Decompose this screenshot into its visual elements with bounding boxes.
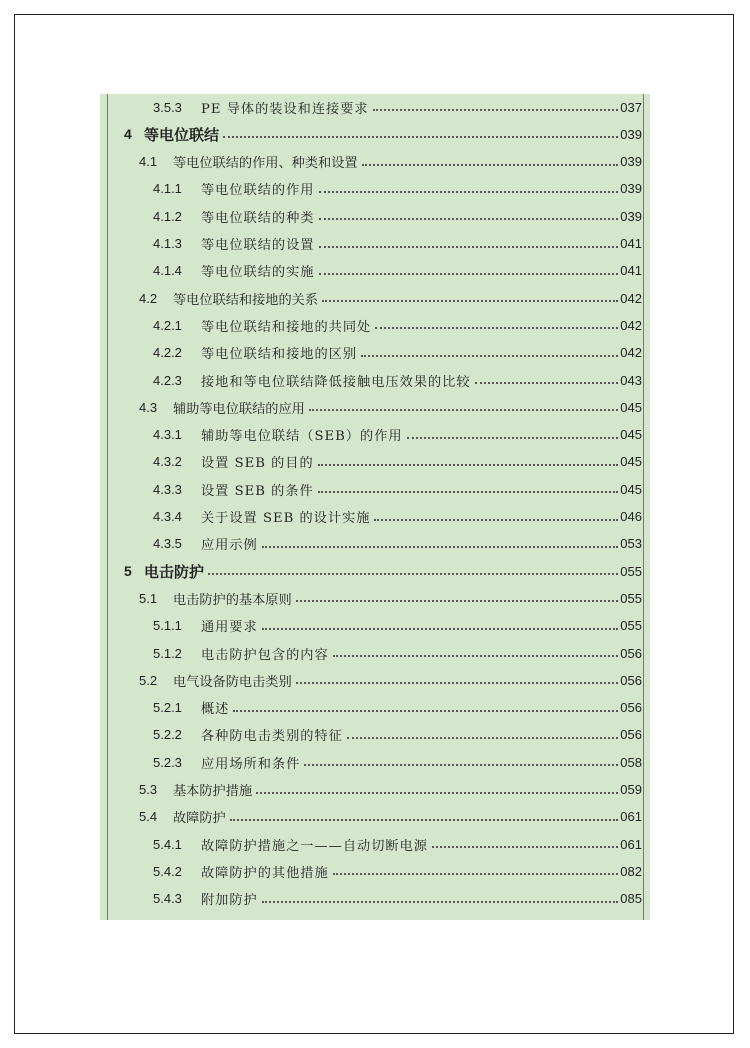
toc-leader-dots — [432, 846, 618, 848]
toc-entry[interactable] — [108, 260, 642, 282]
toc-entry-page: 039 — [620, 126, 642, 142]
toc-entry-title: 故障防护的其他措施 — [201, 865, 329, 881]
toc-entry-title: 故障防护措施之一——自动切断电源 — [201, 838, 428, 854]
toc-entry[interactable] — [108, 642, 642, 664]
toc-entry-title: 等电位联结 — [144, 125, 220, 144]
toc-entry-title: PE 导体的装设和连接要求 — [201, 101, 369, 117]
toc-entry[interactable] — [108, 123, 642, 145]
toc-leader-dots — [208, 573, 618, 575]
toc-entry-page: 042 — [620, 290, 642, 306]
toc-leader-dots — [322, 300, 618, 302]
toc-entry[interactable] — [108, 96, 642, 118]
toc-entry-page: 045 — [620, 427, 642, 443]
toc-leader-dots — [373, 109, 619, 111]
toc-entry-title: 基本防护措施 — [173, 784, 253, 799]
toc-entry-title: 等电位联结的作用、种类和设置 — [173, 156, 358, 172]
toc-entry[interactable] — [108, 178, 642, 200]
toc-leader-dots — [230, 819, 619, 821]
toc-entry[interactable] — [108, 587, 642, 609]
toc-entry-page: 056 — [620, 672, 642, 688]
toc-leader-dots — [318, 464, 619, 466]
toc-entry-number: 4.1.3 — [153, 236, 182, 251]
toc-entry-page: 061 — [620, 809, 642, 825]
toc-entry-title: 应用示例 — [201, 538, 258, 554]
toc-leader-dots — [233, 710, 618, 712]
toc-entry-page: 045 — [620, 399, 642, 415]
toc-leader-dots — [319, 246, 619, 248]
toc-entry-number: 4.1.2 — [153, 208, 182, 224]
toc-entry-page: 042 — [620, 345, 642, 361]
toc-entry-number: 4.1.4 — [153, 263, 182, 279]
toc-entry-title: 电击防护 — [144, 562, 205, 581]
toc-entry-page: 043 — [620, 372, 642, 388]
toc-leader-dots — [296, 600, 619, 602]
toc-entry[interactable] — [108, 888, 642, 910]
toc-entry-title: 关于设置 SEB 的设计实施 — [201, 511, 371, 526]
toc-entry-title: 等电位联结的设置 — [201, 238, 315, 253]
toc-entry-title: 各种防电击类别的特征 — [201, 729, 343, 745]
toc-entry-page: 039 — [620, 181, 642, 197]
toc-entry[interactable] — [108, 506, 642, 528]
toc-leader-dots — [318, 491, 619, 493]
toc-entry-number: 4.1.1 — [153, 181, 182, 197]
toc-entry-number: 3.5.3 — [153, 99, 182, 115]
toc-entry-page: 085 — [620, 891, 642, 907]
toc-entry[interactable] — [108, 342, 642, 364]
toc-entry-title: 通用要求 — [201, 620, 258, 636]
toc-leader-dots — [256, 792, 618, 794]
toc-entry-title: 电击防护包含的内容 — [201, 647, 329, 663]
toc-entry-title: 设置 SEB 的目的 — [201, 456, 314, 472]
toc-entry-number: 5.1.1 — [153, 618, 182, 634]
toc-entry-title: 应用场所和条件 — [201, 756, 301, 772]
toc-entry-number: 5.1.2 — [153, 645, 182, 661]
toc-entry-page: 056 — [620, 700, 642, 716]
toc-entry[interactable] — [108, 833, 642, 855]
right-rule — [643, 94, 644, 920]
toc-entry-page: 039 — [620, 154, 642, 170]
toc-leader-dots — [319, 191, 619, 193]
toc-entry[interactable] — [108, 424, 642, 446]
toc-leader-dots — [319, 218, 619, 220]
toc-entry-number: 4.3.1 — [153, 427, 182, 443]
toc-entry[interactable] — [108, 396, 642, 418]
toc-entry-page: 041 — [620, 236, 642, 251]
toc-entry-title: 概述 — [201, 702, 230, 718]
toc-entry[interactable] — [108, 314, 642, 336]
toc-entry[interactable] — [108, 779, 642, 801]
toc-entry[interactable] — [108, 233, 642, 255]
toc-entry[interactable] — [108, 287, 642, 309]
toc-leader-dots — [475, 382, 619, 384]
toc-entry-title: 故障防护 — [173, 811, 226, 827]
toc-leader-dots — [262, 628, 619, 630]
toc-entry-number: 4.3.4 — [153, 509, 182, 524]
toc-entry-page: 055 — [620, 563, 642, 579]
toc-entry[interactable] — [108, 615, 642, 637]
toc-leader-dots — [361, 355, 618, 357]
toc-leader-dots — [333, 655, 619, 657]
toc-leader-dots — [296, 682, 619, 684]
toc-entry-number: 5.1 — [139, 590, 158, 606]
toc-entry-number: 5.4.1 — [153, 836, 182, 852]
toc-entry-number: 5.4 — [139, 809, 158, 825]
toc-entry-page: 056 — [620, 645, 642, 661]
toc-leader-dots — [262, 546, 619, 548]
toc-entry[interactable] — [108, 205, 642, 227]
toc-entry-number: 4.1 — [139, 154, 158, 170]
toc-entry[interactable] — [108, 860, 642, 882]
toc-entry-number: 4.3.3 — [153, 481, 182, 497]
toc-entry[interactable] — [108, 478, 642, 500]
toc-entry-title: 接地和等电位联结降低接触电压效果的比较 — [201, 374, 471, 390]
toc-entry-title: 等电位联结和接地的区别 — [201, 347, 358, 363]
toc-entry-title: 电气设备防电击类别 — [173, 674, 292, 690]
toc-entry-number: 4.2.3 — [153, 372, 182, 388]
toc-entry-title: 等电位联结和接地的共同处 — [201, 319, 372, 335]
toc-entry-title: 电击防护的基本原则 — [173, 592, 292, 608]
toc-entry-title: 设置 SEB 的条件 — [201, 483, 314, 499]
toc-entry-number: 4.3.5 — [153, 536, 182, 552]
toc-leader-dots — [309, 409, 618, 411]
toc-leader-dots — [374, 519, 618, 521]
toc-entry-page: 039 — [620, 208, 642, 224]
toc-entry-page: 061 — [620, 836, 642, 852]
toc-entry-number: 5.2.2 — [153, 727, 182, 743]
toc-entry-page: 055 — [620, 618, 642, 634]
toc-entry-number: 5.2 — [139, 672, 158, 688]
toc-entry-page: 055 — [620, 590, 642, 606]
toc-entry-page: 042 — [620, 317, 642, 333]
toc-entry-page: 037 — [620, 99, 642, 115]
toc-entry[interactable] — [108, 560, 642, 582]
toc-entry-number: 5.3 — [139, 782, 158, 797]
toc-entry-number: 5 — [124, 563, 132, 580]
toc-entry-title: 附加防护 — [201, 893, 258, 909]
toc-entry-title: 辅助等电位联结的应用 — [173, 401, 305, 417]
toc-leader-dots — [362, 164, 619, 166]
toc-entry[interactable] — [108, 724, 642, 746]
toc-leader-dots — [262, 901, 619, 903]
toc-entry-number: 5.4.2 — [153, 863, 182, 879]
toc-entry[interactable] — [108, 151, 642, 173]
toc-entry-title: 等电位联结的种类 — [201, 210, 315, 226]
toc-entry-page: 045 — [620, 481, 642, 497]
toc-leader-dots — [319, 273, 619, 275]
toc-leader-dots — [407, 437, 619, 439]
toc-entry[interactable] — [108, 451, 642, 473]
toc-entry-page: 058 — [620, 754, 642, 770]
toc-entry-page: 053 — [620, 536, 642, 552]
toc-entry-number: 5.2.1 — [153, 700, 182, 716]
toc-entry-page: 082 — [620, 863, 642, 879]
toc-entry-page: 046 — [620, 509, 642, 524]
toc-entry-page: 059 — [620, 782, 642, 797]
toc-entry[interactable] — [108, 533, 642, 555]
toc-entry-title: 等电位联结的作用 — [201, 183, 315, 199]
toc-entry-number: 4 — [124, 126, 132, 143]
toc-entry[interactable] — [108, 669, 642, 691]
toc-leader-dots — [223, 136, 618, 138]
toc-entry-page: 041 — [620, 263, 642, 279]
toc-entry-number: 4.2.2 — [153, 345, 182, 361]
toc-entry[interactable] — [108, 806, 642, 828]
toc-entry[interactable] — [108, 369, 642, 391]
toc-entry-title: 辅助等电位联结（SEB）的作用 — [201, 429, 403, 445]
toc-entry-number: 4.3 — [139, 399, 158, 415]
toc-entry-number: 5.4.3 — [153, 891, 182, 907]
toc-entry-page: 056 — [620, 727, 642, 743]
toc-entry-number: 5.2.3 — [153, 754, 182, 770]
toc-leader-dots — [304, 764, 618, 766]
toc-entry-number: 4.2 — [139, 290, 158, 306]
toc-leader-dots — [375, 327, 618, 329]
toc-entry-page: 045 — [620, 454, 642, 470]
toc-entry[interactable] — [108, 697, 642, 719]
toc-entry[interactable] — [108, 751, 642, 773]
toc-leader-dots — [333, 873, 619, 875]
toc-leader-dots — [347, 737, 618, 739]
toc-entry-title: 等电位联结的实施 — [201, 265, 315, 281]
toc-entry-title: 等电位联结和接地的关系 — [173, 292, 319, 308]
toc-entry-number: 4.2.1 — [153, 317, 182, 333]
toc-entry-number: 4.3.2 — [153, 454, 182, 470]
